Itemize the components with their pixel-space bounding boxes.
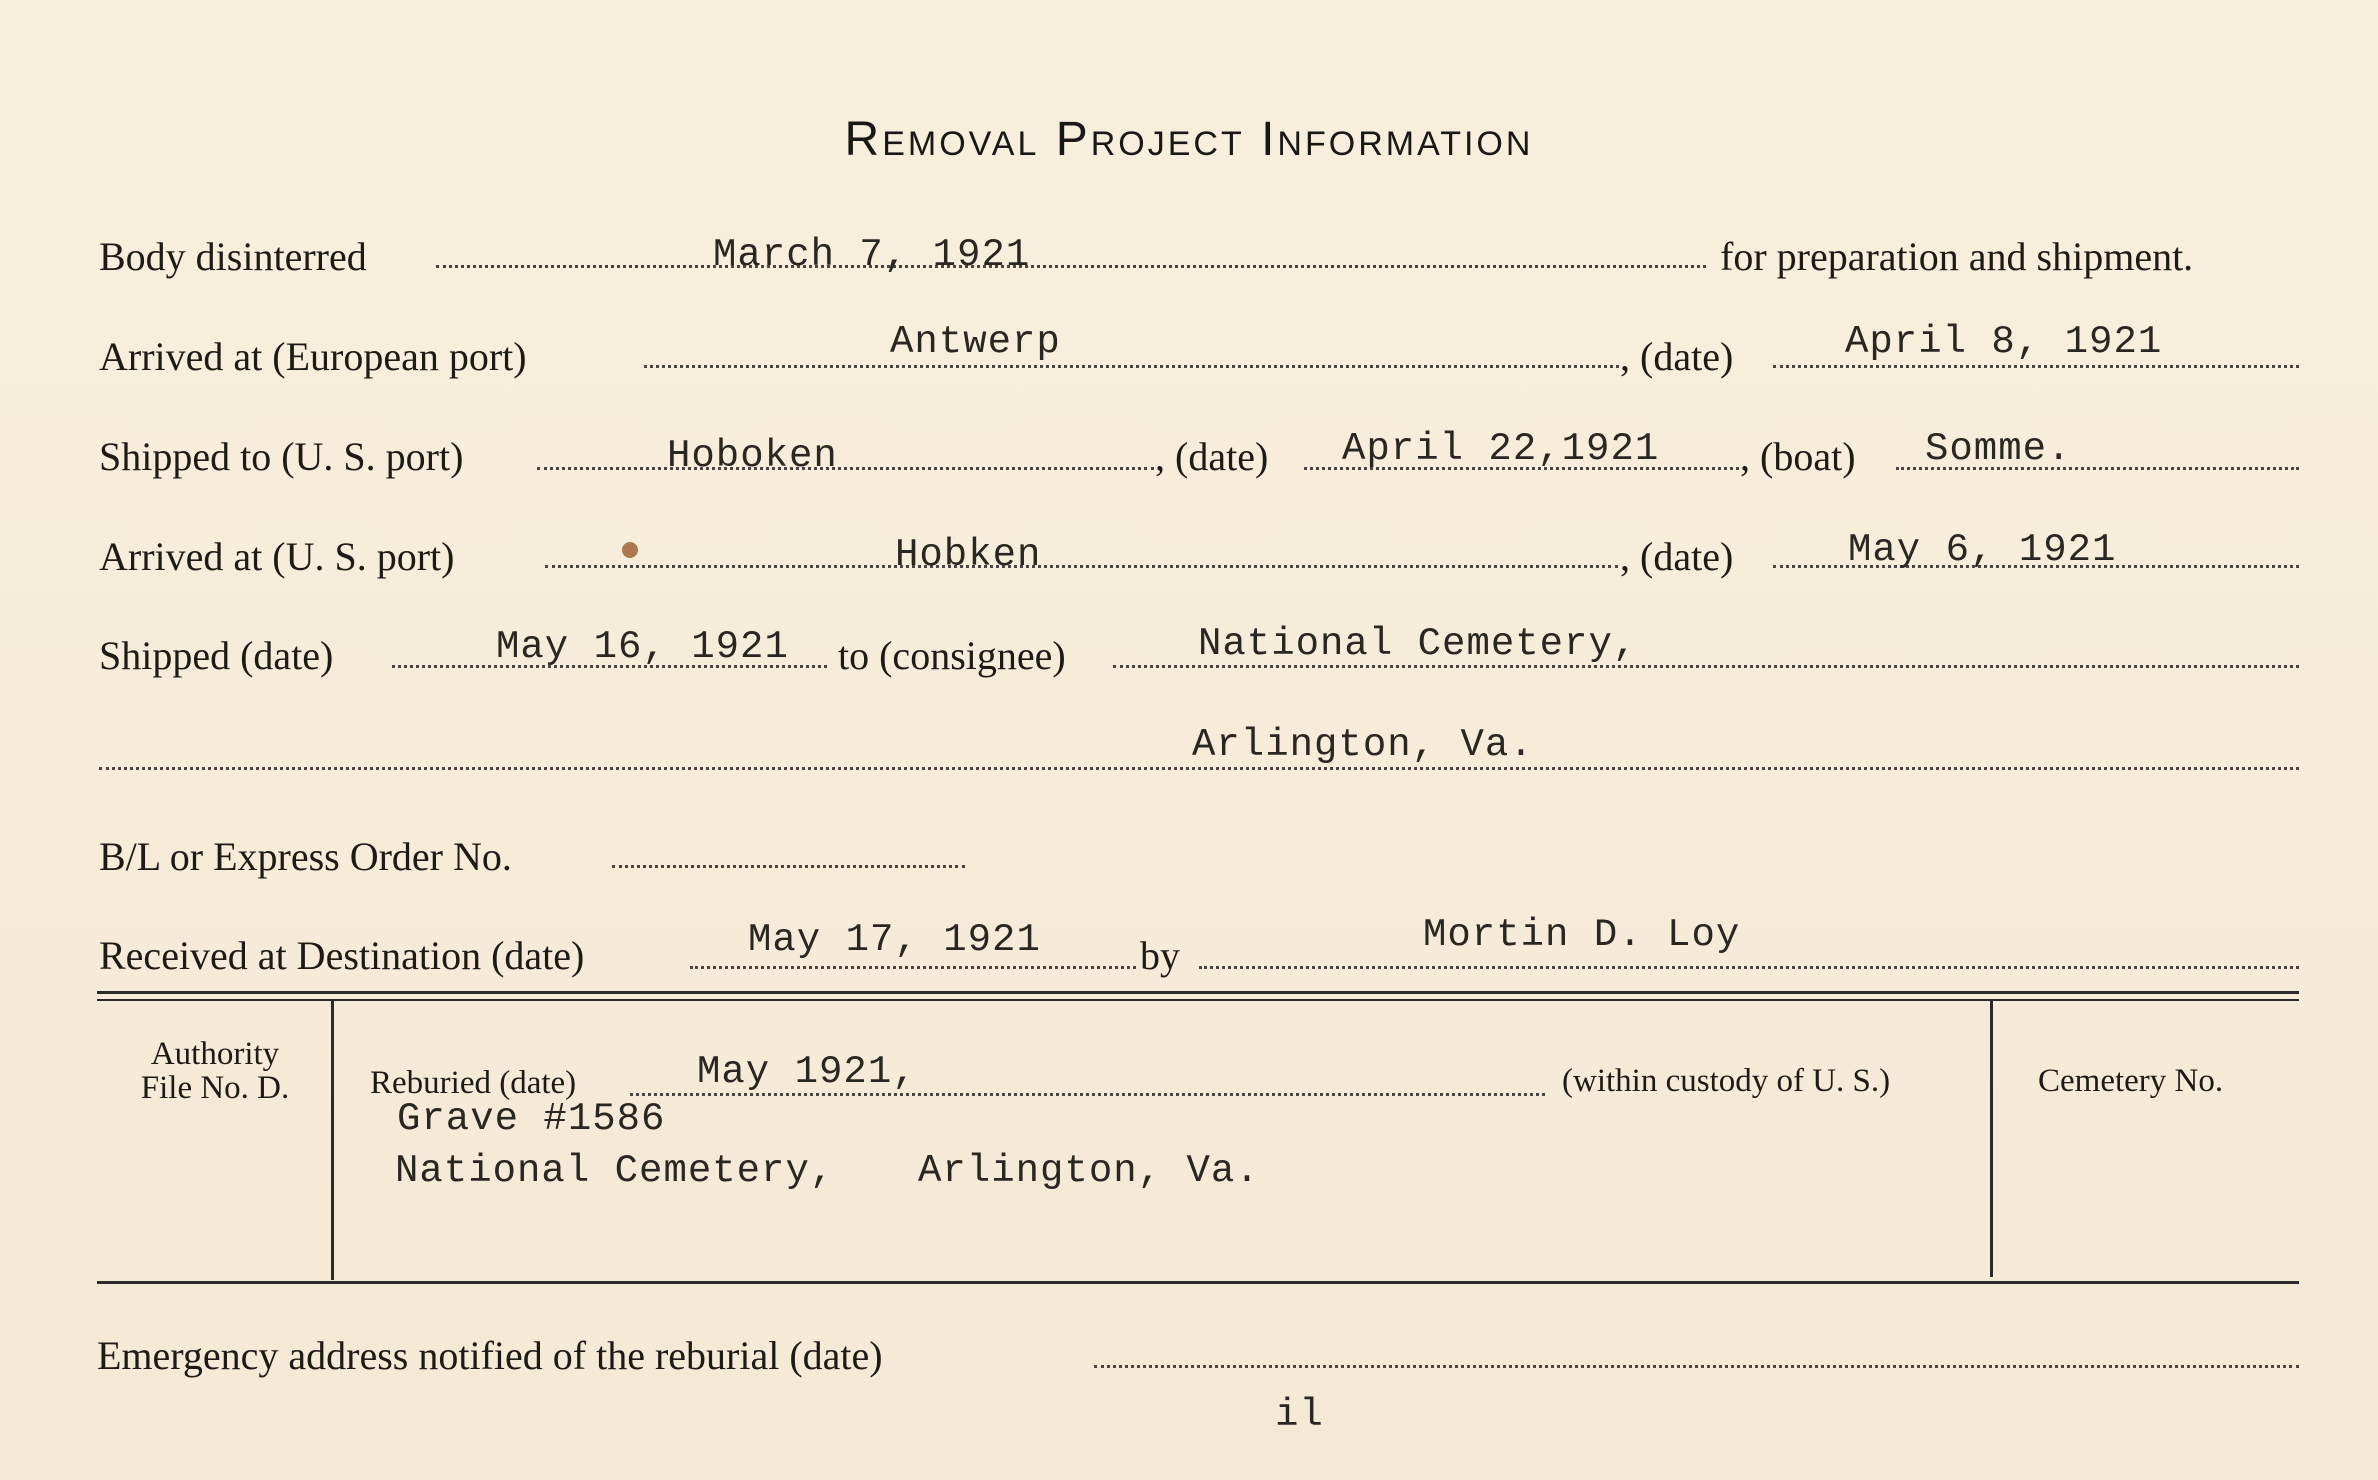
shipped-us-label: Shipped to (U. S. port): [99, 434, 464, 479]
arrived-eu-port: Antwerp: [890, 320, 1061, 364]
box-divider-right: [1990, 1001, 1993, 1277]
arrived-eu-port-line: [644, 365, 1619, 368]
arrived-eu-date-line: [1773, 365, 2299, 368]
shipped-us-date-label: , (date): [1155, 434, 1269, 479]
shipped-date: May 16, 1921: [496, 625, 789, 669]
box-top-rule-2: [97, 999, 2299, 1001]
bl-label: B/L or Express Order No.: [99, 834, 512, 879]
received-by-line: [1199, 966, 2299, 969]
reburied-date: May 1921,: [697, 1050, 917, 1094]
authority-label: Authority: [150, 1036, 280, 1072]
arrived-us-port: Hobken: [895, 533, 1042, 577]
reburied-label: Reburied (date): [370, 1065, 577, 1101]
shipped-us-port-line: [537, 467, 1154, 470]
reburial-place-2: Arlington, Va.: [918, 1149, 1260, 1193]
custody-note: (within custody of U. S.): [1562, 1063, 1891, 1099]
received-label: Received at Destination (date): [99, 933, 585, 978]
shipped-us-boat-label: , (boat): [1740, 434, 1856, 479]
disinterred-label: Body disinterred: [99, 234, 367, 279]
disinterred-line: [436, 265, 1706, 268]
shipped-date-label: Shipped (date): [99, 633, 334, 678]
consignee-line-2: [99, 767, 2299, 770]
bl-line: [612, 865, 965, 868]
cemetery-no-label: Cemetery No.: [2038, 1063, 2224, 1099]
card-title: Removal Project Information: [844, 113, 1534, 166]
shipped-us-port: Hoboken: [667, 434, 838, 478]
grave-number: Grave #1586: [397, 1097, 666, 1141]
disinterred-value: March 7, 1921: [713, 233, 1031, 277]
shipped-us-date: April 22,1921: [1342, 427, 1660, 471]
box-top-rule: [97, 991, 2299, 994]
arrived-us-label: Arrived at (U. S. port): [99, 534, 455, 579]
consignee-value-2: Arlington, Va.: [1192, 723, 1534, 767]
consignee-value: National Cemetery,: [1198, 622, 1638, 666]
box-divider-left: [331, 1001, 334, 1280]
footer-mark: il: [1275, 1393, 1324, 1437]
emergency-line: [1094, 1365, 2299, 1368]
arrived-eu-date: April 8, 1921: [1845, 320, 2163, 364]
box-bottom-rule: [97, 1281, 2299, 1284]
file-no-label: File No. D.: [140, 1070, 290, 1106]
consignee-label: to (consignee): [838, 633, 1066, 678]
reburial-place: National Cemetery,: [395, 1149, 835, 1193]
arrived-us-date: May 6, 1921: [1848, 528, 2117, 572]
ink-stain: [622, 542, 638, 558]
received-by: Mortin D. Loy: [1423, 913, 1741, 957]
arrived-eu-label: Arrived at (European port): [99, 334, 527, 379]
disinterred-suffix: for preparation and shipment.: [1720, 234, 2194, 279]
arrived-us-port-line: [545, 565, 1618, 568]
shipped-us-boat: Somme.: [1925, 427, 2072, 471]
emergency-label: Emergency address notified of the reburial (date): [97, 1333, 883, 1378]
received-by-label: by: [1140, 933, 1180, 978]
arrived-eu-date-label: , (date): [1620, 334, 1734, 379]
received-date: May 17, 1921: [748, 918, 1041, 962]
received-date-line: [690, 966, 1136, 969]
arrived-us-date-label: , (date): [1620, 534, 1734, 579]
